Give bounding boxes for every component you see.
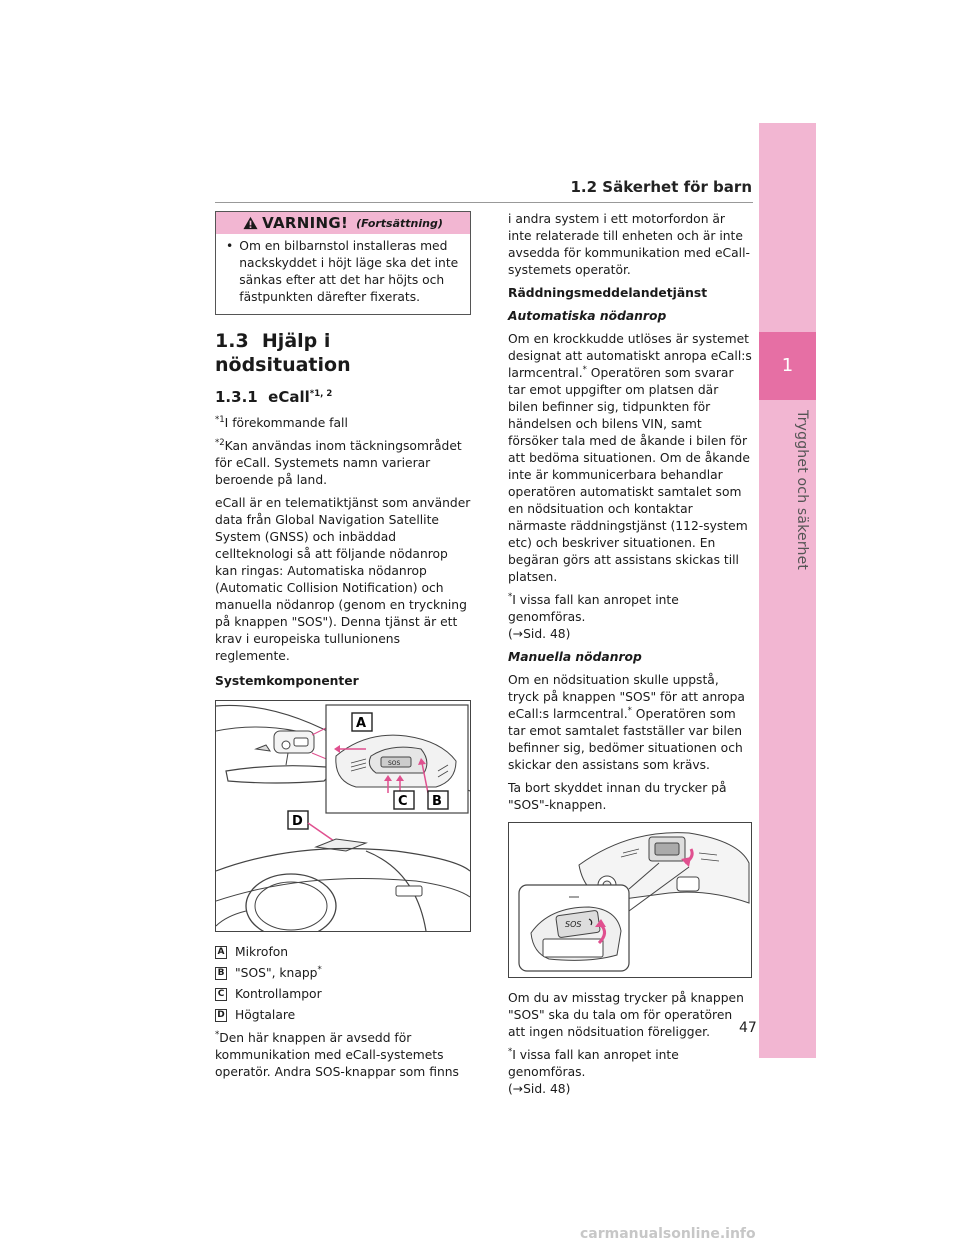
legend-sup: *	[317, 964, 322, 975]
footnote-2	[215, 438, 471, 489]
system-components-figure	[215, 700, 471, 932]
page-ref-link[interactable]: (→Sid. 48)	[508, 627, 571, 641]
chapter-number-tab[interactable]: 1	[759, 332, 816, 400]
legend-text: "SOS", knapp	[235, 966, 318, 980]
intro-paragraph: eCall är en telematiktjänst som använder data från Global Navigation Satellite System (GNSS) och inbäddad cellteknologi så att följande nödanrop kan ringas: Automatiska nödanrop (Automatic Collision Notification) och manuella nödanrop (genom en tryckning på knappen "SOS"). Denna tjänst är ett krav i europeiska tullunionens reglemente.	[215, 496, 471, 663]
note-1	[508, 592, 752, 643]
auto-text-1: Om en krockkudde utlöses är systemet designat att automatiskt anropa eCall:s larmcentral.	[508, 332, 752, 380]
sos-cover-figure	[508, 822, 752, 978]
footnote-mark: *1	[215, 414, 225, 425]
legend-text: Högtalare	[235, 1008, 296, 1022]
legend-key: C	[215, 988, 227, 1001]
auto-call-paragraph	[508, 331, 752, 586]
bullet: •	[226, 239, 234, 253]
warning-title: VARNING!	[262, 213, 349, 232]
subsection-title: eCall	[268, 388, 310, 406]
warning-text: Om en bilbarnstol installeras med nackskyddet i höjt läge ska det inte sänkas efter att det har höjts och fästpunkten därefter fixerats.	[239, 239, 459, 304]
legend-item-a	[215, 944, 471, 961]
warning-triangle-icon	[243, 216, 258, 230]
components-heading: Systemkomponenter	[215, 674, 359, 688]
warning-body	[216, 234, 470, 314]
footnote-text: I förekommande fall	[224, 416, 348, 430]
page-ref-link[interactable]: (→Sid. 48)	[508, 1082, 571, 1096]
fig1-label-d: D	[292, 814, 303, 829]
subsection-number: 1.3.1	[215, 388, 258, 406]
manual-sup: *	[627, 705, 632, 716]
fig1-button-text: SOS	[388, 760, 401, 767]
manual-call-paragraph	[508, 672, 752, 774]
subsection-sup: *1, 2	[309, 389, 333, 399]
legend-key: A	[215, 946, 227, 959]
right-column	[508, 211, 752, 1104]
note-2	[508, 1047, 752, 1098]
section-title: Hjälp i nödsituation	[215, 330, 351, 376]
auto-sup: *	[582, 364, 587, 375]
section-number: 1.3	[215, 330, 249, 352]
warning-header	[216, 212, 470, 234]
legend-text: Mikrofon	[235, 945, 289, 959]
legend-key: D	[215, 1009, 227, 1022]
auto-text-2: Operatören som svarar tar emot uppgifter om platsen där bilen befinner sig, tidpunkten för händelsen och bilens VIN, samt försöker tala med de åkande i bilen för att bedöma situationen. Om de åkande inte är kommunicerbara behandlar operatören automatiskt samtalet som en nödsituation och kontaktar närmaste räddningstjänst (112-system etc) och beskriver situationen. En begäran görs att assistans skickas till platsen.	[508, 366, 750, 584]
subsection-heading	[215, 387, 471, 407]
manual-text-2: Operatören som tar emot samtalet fastställer var bilen befinner sig, bedömer situationen och skickar den assistans som krävs.	[508, 707, 743, 772]
page-number: 47	[739, 1020, 757, 1036]
footnote-text: Kan användas inom täckningsområdet för eCall. Systemets namn varierar beroende på land.	[215, 439, 462, 487]
manual-text-1: Om en nödsituation skulle uppstå, tryck på knappen "SOS" för att anropa eCall:s larmcentral.	[508, 673, 745, 721]
continuation-paragraph: i andra system i ett motorfordon är inte relaterade till enheten och är inte avsedda för kommunikation med eCall-systemets operatör.	[508, 212, 750, 277]
section-heading	[215, 329, 471, 377]
legend-item-d	[215, 1007, 471, 1024]
dashboard-illustration	[216, 701, 470, 931]
watermark: carmanualsonline.info	[580, 1226, 756, 1242]
manual-call-heading: Manuella nödanrop	[508, 650, 642, 664]
note-mark: *	[508, 591, 513, 602]
auto-call-heading: Automatiska nödanrop	[508, 309, 667, 323]
running-head: 1.2 Säkerhet för barn	[570, 178, 752, 196]
legend-item-c	[215, 986, 471, 1003]
fig1-label-c: C	[398, 794, 408, 809]
left-column	[215, 211, 471, 1087]
warning-subtitle: (Fortsättning)	[356, 216, 443, 230]
legend-text: Kontrollampor	[235, 987, 322, 1001]
footnote-mark: *2	[215, 437, 225, 448]
fig1-label-b: B	[432, 794, 442, 809]
sos-cover-illustration	[509, 823, 751, 977]
button-footnote	[215, 1030, 471, 1081]
header-rule	[215, 202, 753, 203]
footnote-text: Den här knappen är avsedd för kommunikation med eCall-systemets operatör. Andra SOS-knappar som finns	[215, 1031, 459, 1079]
chapter-label: Trygghet och säkerhet	[794, 410, 810, 571]
note-mark: *	[508, 1046, 513, 1057]
footnote-mark: *	[215, 1029, 220, 1040]
mistake-paragraph: Om du av misstag trycker på knappen "SOS" ska du tala om för operatören att ingen nödsituation föreligger.	[508, 991, 744, 1039]
warning-box	[215, 211, 471, 315]
remove-cover-paragraph: Ta bort skyddet innan du trycker på "SOS"-knappen.	[508, 781, 727, 812]
footnote-1	[215, 415, 471, 432]
legend-item-b	[215, 965, 471, 982]
note-text: I vissa fall kan anropet inte genomföras.	[508, 1048, 679, 1079]
note-text: I vissa fall kan anropet inte genomföras.	[508, 593, 679, 624]
rescue-heading: Räddningsmeddelandetjänst	[508, 286, 708, 300]
fig1-label-a: A	[356, 716, 367, 731]
warning-item	[226, 238, 462, 306]
legend-key: B	[215, 967, 227, 980]
fig2-button-text: SOS	[565, 920, 582, 929]
